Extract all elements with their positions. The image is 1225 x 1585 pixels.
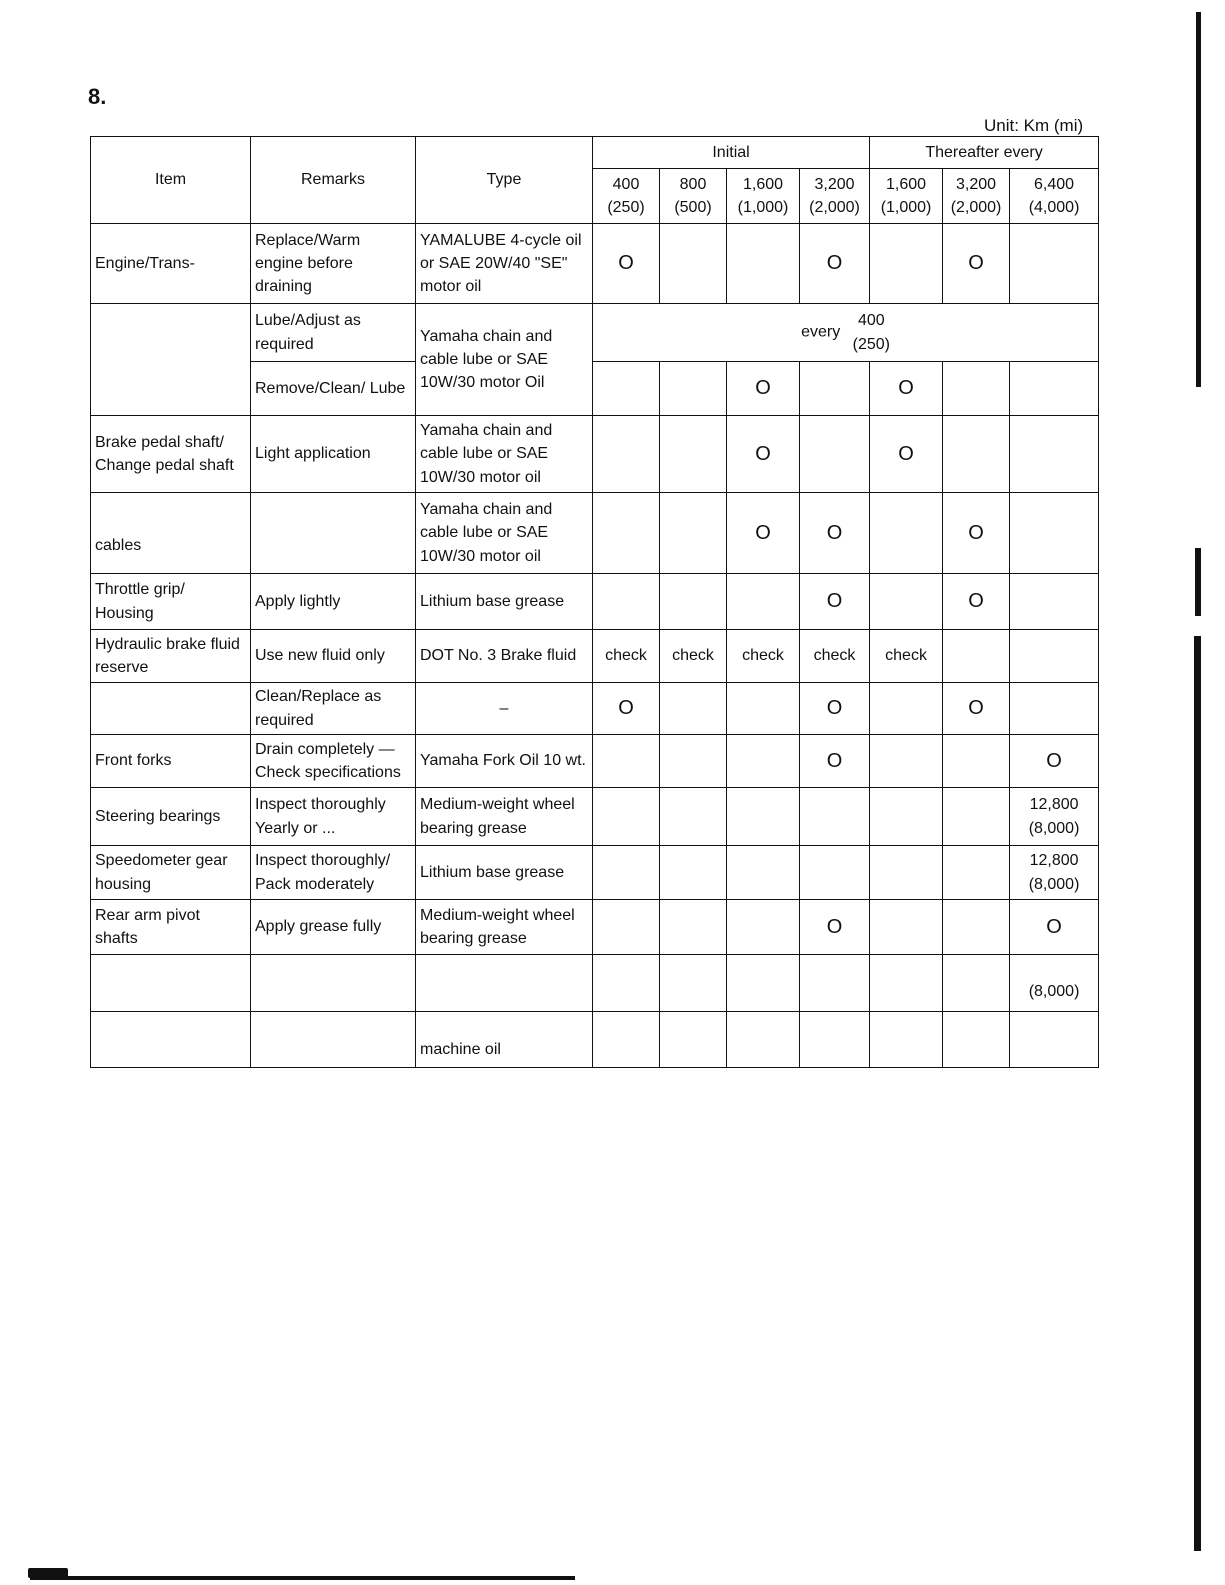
mark-cell: check (727, 630, 800, 683)
table-row (91, 493, 1099, 574)
mark-cell: O (800, 900, 870, 955)
section-number: 8. (88, 84, 107, 109)
header-initial: Initial (593, 137, 870, 169)
type-cell: Yamaha Fork Oil 10 wt. (416, 735, 593, 788)
mark-cell (870, 735, 943, 788)
mark-cell: O (727, 416, 800, 493)
type-cell: Yamaha chain and cable lube or SAE 10W/30 motor oil (416, 493, 593, 574)
mark-cell (727, 574, 800, 630)
remarks-cell: Remove/Clean/ Lube (251, 362, 416, 416)
mark-cell (1010, 574, 1099, 630)
remarks-cell: Inspect thoroughly Yearly or ... (251, 788, 416, 846)
item-cell: cables (91, 493, 251, 574)
mark-cell: O (943, 493, 1010, 574)
mark-cell (727, 683, 800, 735)
mark-cell (727, 1012, 800, 1068)
mark-cell (660, 416, 727, 493)
mark-cell (727, 735, 800, 788)
mark-cell: (8,000) (1010, 955, 1099, 1012)
mark-cell (660, 362, 727, 416)
mark-cell (800, 1012, 870, 1068)
every-mi: (250) (852, 335, 890, 353)
mark-cell (593, 362, 660, 416)
remarks-cell: Clean/Replace as required (251, 683, 416, 735)
mark-cell (660, 846, 727, 900)
header-period: 3,200 (2,000) (943, 169, 1010, 224)
mark-cell (593, 493, 660, 574)
mark-cell (943, 900, 1010, 955)
mark-cell (660, 735, 727, 788)
mark-cell (943, 846, 1010, 900)
mark-cell: O (593, 224, 660, 304)
mark-cell (870, 493, 943, 574)
mark-cell (727, 846, 800, 900)
mark-cell (1010, 362, 1099, 416)
mark-cell (1010, 493, 1099, 574)
mark-cell: O (800, 574, 870, 630)
footer-rule (30, 1576, 575, 1580)
mark-cell (1010, 630, 1099, 683)
mark-cell (727, 788, 800, 846)
mark-cell (943, 788, 1010, 846)
item-cell: Speedometer gear housing (91, 846, 251, 900)
mark-cell (943, 362, 1010, 416)
mark-cell (800, 362, 870, 416)
mark-cell (800, 416, 870, 493)
mark-cell (870, 900, 943, 955)
mark-cell (727, 955, 800, 1012)
mark-cell: O (727, 493, 800, 574)
mark-cell (660, 955, 727, 1012)
remarks-cell (251, 1012, 416, 1068)
mark-cell: O (800, 224, 870, 304)
mark-cell (943, 955, 1010, 1012)
mark-cell (870, 224, 943, 304)
mark-cell (660, 574, 727, 630)
every-km: 400 (857, 312, 885, 330)
scan-edge-bar (1196, 12, 1201, 387)
remarks-cell: Apply grease fully (251, 900, 416, 955)
header-period: 800 (500) (660, 169, 727, 224)
mark-cell (593, 1012, 660, 1068)
item-cell (91, 683, 251, 735)
mark-cell (593, 788, 660, 846)
item-cell: Brake pedal shaft/ Change pedal shaft (91, 416, 251, 493)
type-cell: DOT No. 3 Brake fluid (416, 630, 593, 683)
mark-cell: O (943, 683, 1010, 735)
table-row (91, 1012, 1099, 1068)
header-item: Item (91, 137, 251, 224)
remarks-cell (251, 955, 416, 1012)
mark-cell (800, 846, 870, 900)
remarks-cell: Light application (251, 416, 416, 493)
item-cell: Rear arm pivot shafts (91, 900, 251, 955)
mark-cell (727, 224, 800, 304)
mark-cell (660, 493, 727, 574)
table-row (91, 900, 1099, 955)
mark-cell (800, 788, 870, 846)
item-cell: Hydraulic brake fluid reserve (91, 630, 251, 683)
mark-cell: 12,800 (8,000) (1010, 846, 1099, 900)
type-cell: Medium-weight wheel bearing grease (416, 900, 593, 955)
mark-cell: O (727, 362, 800, 416)
mark-cell: O (870, 362, 943, 416)
mark-cell: O (943, 574, 1010, 630)
mark-cell (943, 735, 1010, 788)
type-cell: YAMALUBE 4-cycle oil or SAE 20W/40 "SE" motor oil (416, 224, 593, 304)
mark-cell (660, 224, 727, 304)
remarks-cell: Replace/Warm engine before draining (251, 224, 416, 304)
mark-cell (727, 900, 800, 955)
remarks-cell: Inspect thoroughly/ Pack moderately (251, 846, 416, 900)
item-cell (91, 1012, 251, 1068)
table-row (91, 630, 1099, 683)
mark-cell (943, 416, 1010, 493)
mark-cell (1010, 683, 1099, 735)
mark-cell (593, 900, 660, 955)
mark-cell: check (593, 630, 660, 683)
table-row (91, 683, 1099, 735)
mark-cell (870, 1012, 943, 1068)
mark-cell: O (870, 416, 943, 493)
table-row (91, 224, 1099, 304)
header-period: 3,200 (2,000) (800, 169, 870, 224)
mark-cell (870, 846, 943, 900)
unit-label: Unit: Km (mi) (984, 116, 1084, 135)
header-period: 6,400 (4,000) (1010, 169, 1099, 224)
mark-cell (660, 1012, 727, 1068)
table-row (91, 735, 1099, 788)
mark-cell (1010, 1012, 1099, 1068)
table-row (91, 788, 1099, 846)
mark-cell (1010, 416, 1099, 493)
mark-cell (593, 416, 660, 493)
scan-edge-bar (1194, 636, 1201, 1551)
mark-cell (943, 1012, 1010, 1068)
mark-cell (593, 574, 660, 630)
mark-cell: O (800, 493, 870, 574)
mark-cell: check (660, 630, 727, 683)
remarks-cell: Drain completely — Check specifications (251, 735, 416, 788)
mark-cell (870, 955, 943, 1012)
item-cell: Steering bearings (91, 788, 251, 846)
scan-edge-bar (1195, 548, 1201, 616)
header-period: 400 (250) (593, 169, 660, 224)
maintenance-table (90, 136, 1099, 1068)
item-cell: Front forks (91, 735, 251, 788)
header-period: 1,600 (1,000) (870, 169, 943, 224)
mark-cell: O (1010, 735, 1099, 788)
mark-cell: check (800, 630, 870, 683)
mark-cell: check (870, 630, 943, 683)
mark-cell (593, 955, 660, 1012)
mark-cell (660, 683, 727, 735)
mark-cell (870, 788, 943, 846)
mark-cell (660, 900, 727, 955)
type-cell (416, 955, 593, 1012)
mark-cell: 12,800 (8,000) (1010, 788, 1099, 846)
type-cell: Yamaha chain and cable lube or SAE 10W/30 motor Oil (416, 304, 593, 416)
mark-cell (1010, 224, 1099, 304)
remarks-cell (251, 493, 416, 574)
header-type: Type (416, 137, 593, 224)
mark-cell (593, 735, 660, 788)
item-cell: Throttle grip/ Housing (91, 574, 251, 630)
mark-cell (870, 683, 943, 735)
every-label: every (801, 323, 841, 341)
item-cell (91, 304, 251, 416)
type-cell: Lithium base grease (416, 846, 593, 900)
item-cell: Engine/Trans- (91, 224, 251, 304)
remarks-cell: Lube/Adjust as required (251, 304, 416, 362)
remarks-cell: Use new fluid only (251, 630, 416, 683)
mark-cell (943, 630, 1010, 683)
table-row (91, 304, 1099, 362)
table-row (91, 955, 1099, 1012)
remarks-cell: Apply lightly (251, 574, 416, 630)
type-cell: machine oil (416, 1012, 593, 1068)
mark-cell (800, 955, 870, 1012)
mark-cell: O (800, 735, 870, 788)
mark-cell: O (593, 683, 660, 735)
table-row (91, 574, 1099, 630)
mark-cell: O (1010, 900, 1099, 955)
mark-cell: O (800, 683, 870, 735)
header-remarks: Remarks (251, 137, 416, 224)
header-thereafter: Thereafter every (870, 137, 1099, 169)
mark-cell (870, 574, 943, 630)
table-row (91, 416, 1099, 493)
header-period: 1,600 (1,000) (727, 169, 800, 224)
mark-cell (593, 846, 660, 900)
every-interval-cell (593, 304, 1099, 362)
item-cell (91, 955, 251, 1012)
table-row (91, 846, 1099, 900)
type-cell: – (416, 683, 593, 735)
type-cell: Yamaha chain and cable lube or SAE 10W/30 motor oil (416, 416, 593, 493)
mark-cell (660, 788, 727, 846)
type-cell: Lithium base grease (416, 574, 593, 630)
type-cell: Medium-weight wheel bearing grease (416, 788, 593, 846)
mark-cell: O (943, 224, 1010, 304)
